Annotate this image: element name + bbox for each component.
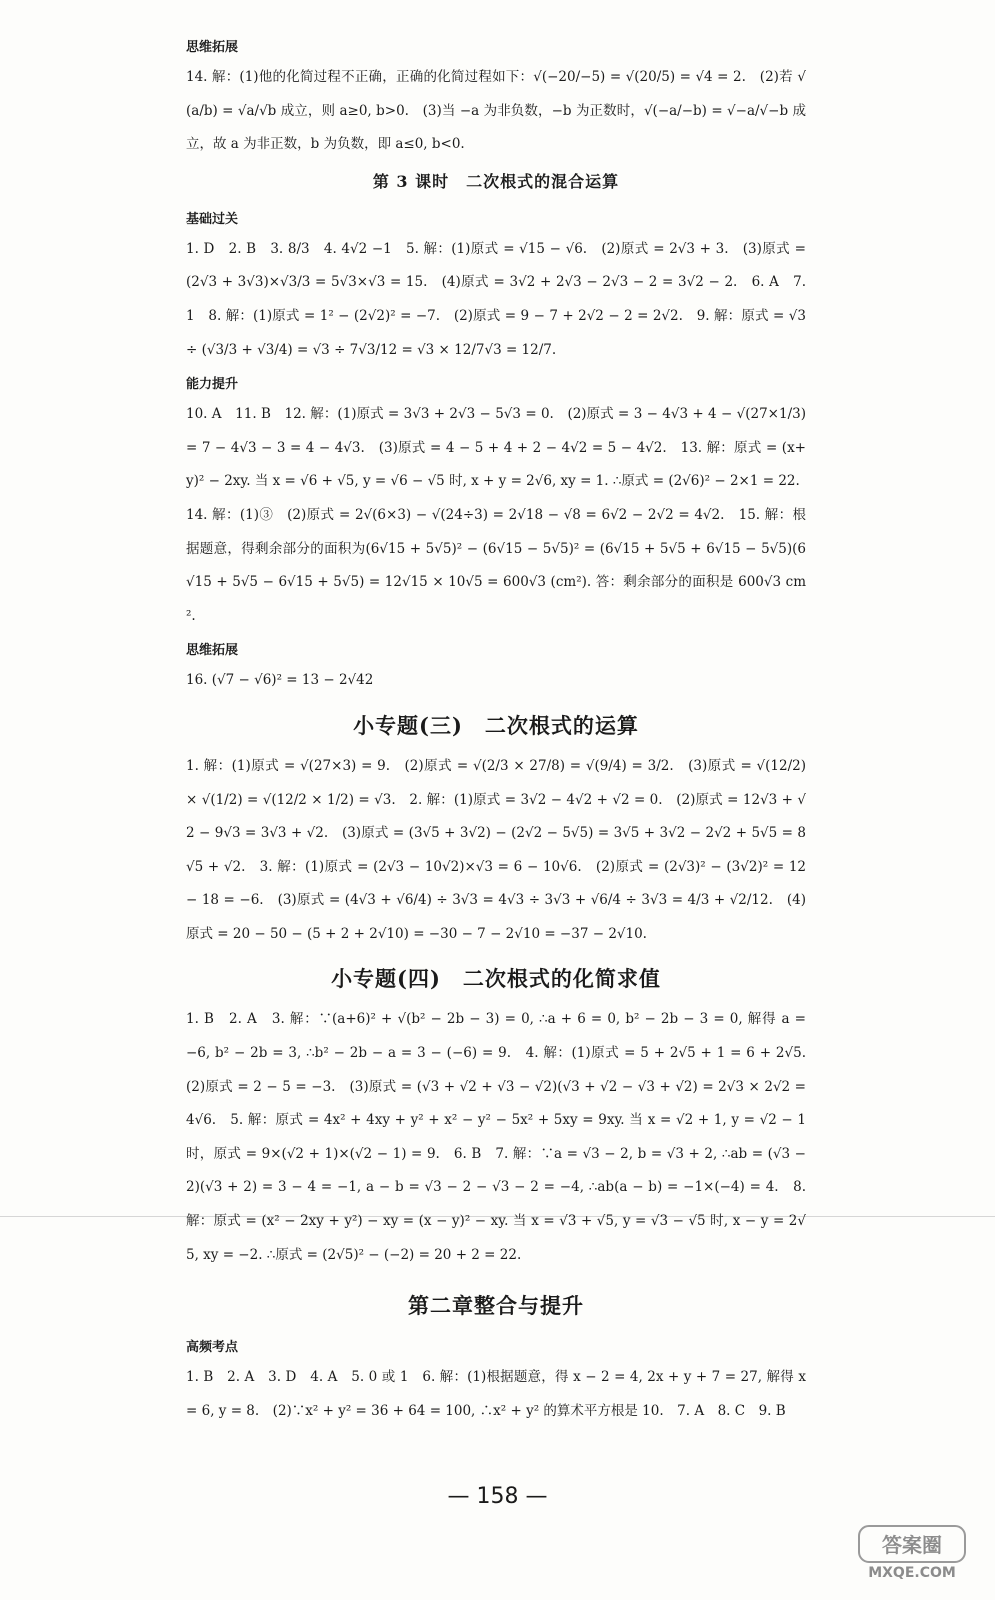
lesson-title: 第 3 课时 二次根式的混合运算 xyxy=(372,171,620,191)
topic-title: 小专题(三) 二次根式的运算 xyxy=(353,712,639,738)
answer-paragraph: 10. A 11. B 12. 解：(1)原式 = 3√3 + 2√3 − 5√3 = 0. (2)原式 = 3 − 4√3 + 4 − √(27×1/3) = 7 − 4√3 − 3 = 4 − 4√3. (3)原式 = 4 − 5 + 4 + 2 − 4√2 = 5 − 4√2. 13. 解：原式 = (x+y)² − 2xy. 当 x = √6 + √5, y = √6 − √5 时, x + y = 2√6, xy = 1. ∴原式 = (2√6)² − 2×1 = 22. xyxy=(186,406,806,490)
chapter-title: 第二章整合与提升 xyxy=(408,1293,584,1319)
answer-paragraph: 1. B 2. A 3. D 4. A 5. 0 或 1 6. 解：(1)根据题意，得 x − 2 = 4, 2x + y + 7 = 27, 解得 x = 6, y = 8. (2)∵x² + y² = 36 + 64 = 100, ∴x² + y² 的算术平方根是 10. 7. A 8. C 9. B xyxy=(186,1369,806,1419)
section-heading: 能力提升 xyxy=(186,377,239,393)
answer-paragraph: 16. (√7 − √6)² = 13 − 2√42 xyxy=(186,672,374,689)
section-heading: 思维拓展 xyxy=(186,40,239,55)
section-heading: 高频考点 xyxy=(186,1340,239,1356)
section-heading: 思维拓展 xyxy=(186,643,239,659)
answer-paragraph: 1. D 2. B 3. 8/3 4. 4√2 −1 5. 解：(1)原式 = √15 − √6. (2)原式 = 2√3 + 3. (3)原式 = (2√3 + 3√3)×√3/3 = 5√3×√3 = 15. (4)原式 = 3√2 + 2√3 − 2√3 − 2 = 3√2 − 2. 6. A 7. 1 8. 解：(1)原式 = 1² − (2√2)² = −7. (2)原式 = 9 − 7 + 2√2 − 2 = 2√2. 9. 解：原式 = √3 ÷ (√3/3 + √3/4) = √3 ÷ 7√3/12 = √3 × 12/7√3 = 12/7. xyxy=(186,240,806,358)
page-number: — 158 — xyxy=(447,1484,548,1509)
answer-paragraph: 1. B 2. A 3. 解：∵(a+6)² + √(b² − 2b − 3) = 0, ∴a + 6 = 0, b² − 2b − 3 = 0, 解得 a = −6, b² − 2b = 3, ∴b² − 2b − a = 3 − (−6) = 9. 4. 解：(1)原式 = 5 + 2√5 + 1 = 6 + 2√5. (2)原式 = 2 − 5 = −3. (3)原式 = (√3 + √2 + √3 − √2)(√3 + √2 − √3 + √2) = 2√3 × 2√2 = 4√6. 5. 解：原式 = 4x² + 4xy + y² + x² − y² − 5x² + 5xy = 9xy. 当 x = √2 + 1, y = √2 − 1 时，原式 = 9×(√2 + 1)×(√2 − 1) = 9. 6. B 7. 解：∵a = √3 − 2, b = √3 + 2, ∴ab = (√3 − 2)(√3 + 2) = 3 − 4 = −1, a − b = √3 − 2 − √3 − 2 = −4, ∴ab(a − b) = −1×(−4) = 4. 8. 解：原式 = (x² − 2xy + y²) − xy = (x − y)² − xy. 当 x = √3 + √5, y = √3 − √5 时, x − y = 2√5, xy = −2. ∴原式 = (2√5)² − (−2) = 20 + 2 = 22. xyxy=(186,1011,820,1263)
answer-page xyxy=(186,30,820,1428)
topic-title: 小专题(四) 二次根式的化简求值 xyxy=(331,966,661,992)
watermark-brand: 答案圈 xyxy=(882,1533,942,1557)
section-heading: 基础过关 xyxy=(186,211,239,227)
watermark-logo xyxy=(857,1522,967,1582)
answer-paragraph: 1. 解：(1)原式 = √(27×3) = 9. (2)原式 = √(2/3 × 27/8) = √(9/4) = 3/2. (3)原式 = √(12/2) × √(1/2) = √(12/2 × 1/2) = √3. 2. 解：(1)原式 = 3√2 − 4√2 + √2 = 0. (2)原式 = 12√3 + √2 − 9√3 = 3√3 + √2. (3)原式 = (3√5 + 3√2) − (2√2 − 5√5) = 3√5 + 3√2 − 2√2 + 5√5 = 8√5 + √2. 3. 解：(1)原式 = (2√3 − 10√2)×√3 = 6 − 10√6. (2)原式 = (2√3)² − (3√2)² = 12 − 18 = −6. (3)原式 = (4√3 + √6/4) ÷ 3√3 = 4√3 ÷ 3√3 + √6/4 ÷ 3√3 = 4/3 + √2/12. (4)原式 = 20 − 50 − (5 + 2 + 2√10) = −30 − 7 − 2√10 = −37 − 2√10. xyxy=(186,757,806,942)
answer-paragraph: 14. 解：(1)③ (2)原式 = 2√(6×3) − √(24÷3) = 2√18 − √8 = 6√2 − 2√2 = 4√2. 15. 解：根据题意，得剩余部分的面积为(6√15 + 5√5)² − (6√15 − 5√5)² = (6√15 + 5√5 + 6√15 − 5√5)(6√15 + 5√5 − 6√15 + 5√5) = 12√15 × 10√5 = 600√3 (cm²). 答：剩余部分的面积是 600√3 cm². xyxy=(186,506,806,624)
watermark-site: MXQE.COM xyxy=(868,1565,956,1581)
answer-paragraph: 14. 解：(1)他的化简过程不正确，正确的化简过程如下：√(−20/−5) = √(20/5) = √4 = 2. (2)若 √(a/b) = √a/√b 成立，则 a≥0, b>0. (3)当 −a 为非负数，−b 为正数时，√(−a/−b) = √−a/√−b 成立，故 a 为非正数，b 为负数，即 a≤0, b<0. xyxy=(186,69,806,153)
